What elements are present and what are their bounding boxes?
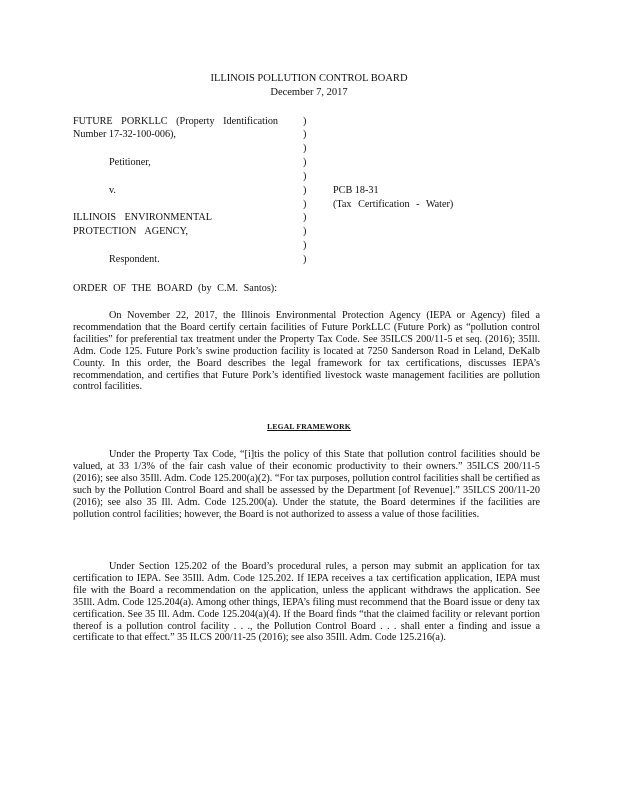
section-heading: LEGAL FRAMEWORK xyxy=(267,422,351,431)
caption-paren: ) xyxy=(303,185,307,196)
respondent-role: Respondent. xyxy=(109,254,160,265)
caption-paren: ) xyxy=(303,240,307,251)
respondent-name-line1: ILLINOIS ENVIRONMENTAL xyxy=(73,212,213,223)
order-date: December 7, 2017 xyxy=(270,87,348,98)
caption-paren: ) xyxy=(303,254,307,265)
caption-paren: ) xyxy=(303,143,307,154)
petitioner-name-line1: FUTURE PORKLLC (Property Identification xyxy=(73,116,279,127)
respondent-name-line2: PROTECTION AGENCY, xyxy=(73,226,189,237)
board-name: ILLINOIS POLLUTION CONTROL BOARD xyxy=(210,73,408,84)
order-of-the-board: ORDER OF THE BOARD (by C.M. Santos): xyxy=(73,283,278,294)
caption-paren: ) xyxy=(303,199,307,210)
paragraph-legal-1: Under the Property Tax Code, “[i]tis the policy of this State that pollution control facilities should be valued, at 33 1/3% of the fair cash value of their economic productivity to their owners.” 35ILCS 200/11-5 (2016); see also 35Ill. Adm. Code 125.200(a)(2). “For tax purposes, pollution control facilities shall be certified as such by the Pollution Control Board and shall be assessed by the Department [of Revenue].” 35ILCS 200/11-20 (2016); see also 35 Ill. Adm. Code 125.200(a). Under the statute, the Board determines if the facilities are pollution control facilities; however, the Board is not authorized to assess a value of those facilities. xyxy=(73,449,540,520)
case-type: (Tax Certification - Water) xyxy=(333,199,454,210)
caption-paren: ) xyxy=(303,129,307,140)
paragraph-intro: On November 22, 2017, the Illinois Environmental Protection Agency (IEPA or Agency) filed a recommendation that the Board certify certain facilities of Future PorkLLC (Future Pork) as “pollution control facilities” for preferential tax treatment under the Property Tax Code. See 35ILCS 200/11-5 et seq. (2016); 35Ill. Adm. Code 125. Future Pork’s swine production facility is located at 7250 Sanderson Road in Leland, DeKalb County. In this order, the Board describes the legal framework for tax certifications, discusses IEPA’s recommendation, and certifies that Future Pork’s identified livestock waste management facilities are pollution control facilities. xyxy=(73,310,540,393)
paragraph-legal-2: Under Section 125.202 of the Board’s procedural rules, a person may submit an application for tax certification to IEPA. See 35Ill. Adm. Code 125.202. If IEPA receives a tax certification application, IEPA must file with the Board a recommendation on the application, unless the applicant withdraws the application. See 35Ill. Adm. Code 125.204(a). Among other things, IEPA’s filing must recommend that the Board issue or deny tax certification. See 35 Ill. Adm. Code 125.204(a)(4). If the Board finds “that the claimed facility or relevant portion thereof is a pollution control facility . . ., the Pollution Control Board . . . shall enter a finding and issue a certificate to that effect.” 35 ILCS 200/11-25 (2016); see also 35Ill. Adm. Code 125.216(a). xyxy=(73,561,540,644)
caption-paren: ) xyxy=(303,171,307,182)
petitioner-role: Petitioner, xyxy=(109,157,151,168)
petitioner-name-line2: Number 17-32-100-006), xyxy=(73,129,176,140)
caption-paren: ) xyxy=(303,212,307,223)
caption-paren: ) xyxy=(303,157,307,168)
caption-paren: ) xyxy=(303,116,307,127)
caption-paren: ) xyxy=(303,226,307,237)
case-number: PCB 18-31 xyxy=(333,185,379,196)
versus-label: v. xyxy=(109,185,116,196)
